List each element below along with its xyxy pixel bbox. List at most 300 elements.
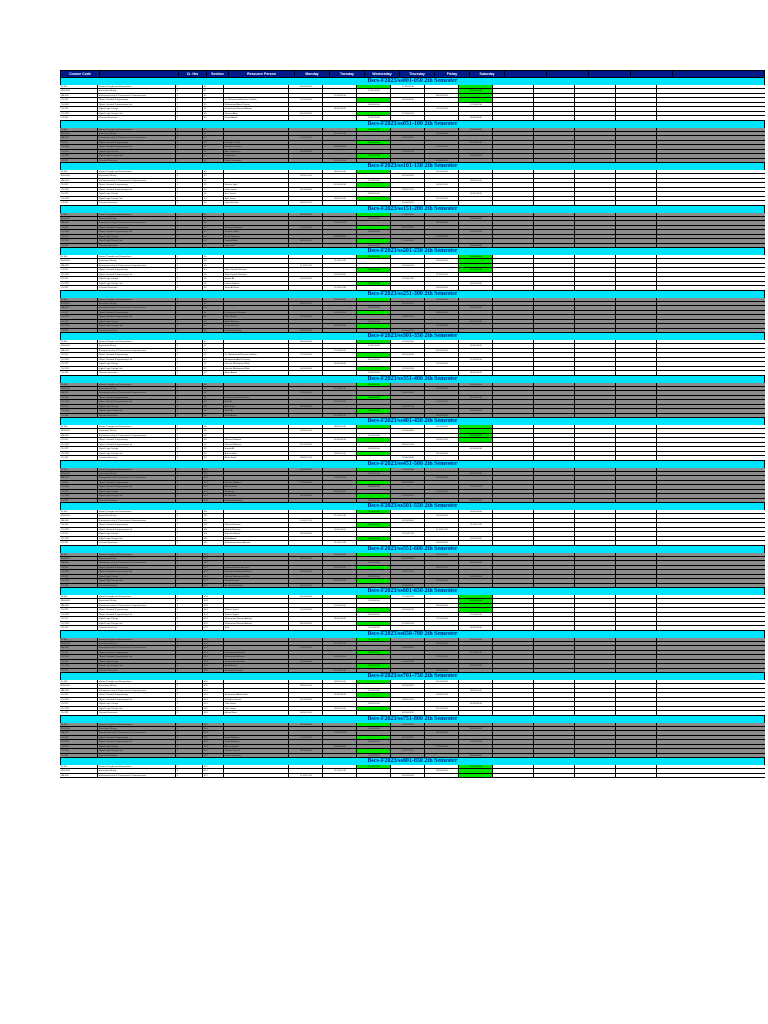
cell-course-title: Expository Writing — [98, 302, 176, 305]
cell-section: S13 — [203, 604, 224, 607]
cell-time-slot — [323, 213, 357, 216]
header-tuesday: Tuesday — [330, 71, 365, 77]
cell-time-slot — [425, 174, 459, 177]
cell-time-slot — [459, 391, 493, 394]
cell-time-slot — [459, 723, 493, 726]
cell-time-slot — [289, 89, 323, 92]
cell-time-slot: 09:30-11:00 — [425, 311, 459, 314]
cell-extra — [616, 188, 657, 191]
cell-extra — [575, 235, 616, 238]
cell-time-slot — [289, 561, 323, 564]
cell-extra — [616, 456, 657, 459]
cell-time-slot — [425, 727, 459, 730]
cell-time-slot — [289, 664, 323, 667]
cell-resource-person: Nashat Sajjad — [224, 613, 289, 616]
cell-extra — [534, 429, 575, 432]
cell-time-slot — [323, 116, 357, 119]
cell-time-slot — [425, 226, 459, 229]
cell-course-code: HM-003 — [60, 519, 98, 522]
cell-extra — [616, 604, 657, 607]
cell-time-slot: 02:00-03:30 — [391, 711, 425, 714]
cell-time-slot — [289, 362, 323, 365]
cell-extra — [616, 311, 657, 314]
cell-resource-person: Maria Anwar — [224, 371, 289, 374]
cell-course-title: Object Oriented Programming Lab — [98, 528, 176, 531]
cell-course-title: Entrepreneurship & Professional Communication — [98, 561, 176, 564]
cell-course-code: CS-221L — [60, 154, 98, 157]
cell-time-slot — [289, 447, 323, 450]
cell-resource-person: Atif Shahzad — [224, 485, 289, 488]
cell-resource-person: Sidrah Dusaquet — [224, 159, 289, 162]
cell-course-code: HM-003 — [60, 689, 98, 692]
cell-extra — [616, 740, 657, 743]
cell-time-slot: 08:00-09:30 — [357, 358, 391, 361]
cell-course-code: IS-100 — [60, 595, 98, 598]
cell-time-slot: 09:30-11:00 — [459, 306, 493, 309]
cell-time-slot: 09:30-11:00 — [323, 197, 357, 200]
cell-resource-person — [224, 769, 289, 772]
cell-course-title: Entrepreneurship & Professional Communication — [98, 136, 176, 139]
cell-time-slot — [323, 447, 357, 450]
cell-extra — [575, 150, 616, 153]
cell-extra — [575, 438, 616, 441]
cell-extra — [493, 277, 534, 280]
cell-time-slot: 11:00-12:30 — [357, 282, 391, 285]
cell-course-title: Discrete Structures — [98, 456, 176, 459]
cell-time-slot: 03:30-05:00 — [425, 642, 459, 645]
cell-course-title: Entrepreneurship & Professional Communication — [98, 604, 176, 607]
cell-extra — [616, 646, 657, 649]
cell-extra — [534, 286, 575, 289]
cell-extra — [493, 273, 534, 276]
cell-time-slot: 02:00-03:30 — [391, 174, 425, 177]
cell-course-code: CS-221L — [60, 112, 98, 115]
cell-resource-person: Bilal Ahmed — [224, 664, 289, 667]
cell-time-slot: 11:00-12:30 — [459, 396, 493, 399]
cell-extra — [575, 595, 616, 598]
cell-course-title: Discrete Structures — [98, 159, 176, 162]
cell-time-slot — [323, 255, 357, 258]
cell-course-code: CS-231 — [60, 584, 98, 587]
cell-course-code: CS-231 — [60, 711, 98, 714]
cell-resource-person — [224, 774, 289, 777]
cell-time-slot — [323, 344, 357, 347]
cell-extra — [534, 367, 575, 370]
cell-course-title: Object Oriented Programming Lab — [98, 103, 176, 106]
cell-time-slot — [425, 499, 459, 502]
cell-time-slot — [323, 329, 357, 332]
cell-resource-person — [224, 174, 289, 177]
cell-credit-hours: 2 — [176, 85, 203, 88]
cell-extra — [493, 774, 534, 777]
cell-extra — [493, 684, 534, 687]
cell-extra — [534, 226, 575, 229]
cell-time-slot — [425, 749, 459, 752]
cell-extra — [575, 646, 616, 649]
cell-time-slot — [289, 745, 323, 748]
cell-time-slot: 11:00-12:30 — [425, 273, 459, 276]
cell-resource-person: Samia Kanwal — [224, 579, 289, 582]
cell-course-title: Object Oriented Programming Lab — [98, 485, 176, 488]
cell-extra — [534, 116, 575, 119]
cell-extra — [534, 128, 575, 131]
cell-course-title: Islamic Thought and Perspectives — [98, 553, 176, 556]
cell-section: S15 — [203, 689, 224, 692]
cell-time-slot: 11:00-12:30 — [391, 405, 425, 408]
cell-course-title: Object Oriented Programming Lab — [98, 400, 176, 403]
cell-time-slot: 02:00-03:30 — [425, 170, 459, 173]
cell-extra — [616, 145, 657, 148]
cell-section: S7 — [203, 349, 224, 352]
cell-extra — [616, 723, 657, 726]
cell-section: S2 — [203, 128, 224, 131]
cell-course-code: CS-201 — [60, 226, 98, 229]
cell-section: S9 — [203, 456, 224, 459]
cell-time-slot — [289, 669, 323, 672]
cell-time-slot: 09:30-11:00 — [425, 438, 459, 441]
section-title: Bscs-F2023/ss401-450 2th Semester — [60, 418, 765, 425]
cell-time-slot — [357, 391, 391, 394]
cell-time-slot — [459, 711, 493, 714]
cell-time-slot — [289, 349, 323, 352]
cell-course-code: CS-201L — [60, 655, 98, 658]
cell-extra — [575, 409, 616, 412]
cell-time-slot: 03:30-05:00 — [391, 774, 425, 777]
cell-time-slot — [289, 702, 323, 705]
cell-extra — [616, 387, 657, 390]
cell-extra — [575, 239, 616, 242]
cell-time-slot: 11:00-12:30 — [323, 159, 357, 162]
cell-extra — [616, 112, 657, 115]
cell-section: S3 — [203, 192, 224, 195]
cell-extra — [534, 174, 575, 177]
cell-time-slot — [391, 400, 425, 403]
cell-extra — [575, 613, 616, 616]
cell-course-title: Digital Logic Design — [98, 617, 176, 620]
cell-extra — [534, 192, 575, 195]
cell-extra — [616, 221, 657, 224]
cell-course-code: ENG-001 — [60, 217, 98, 220]
cell-credit-hours: 3 — [176, 646, 203, 649]
cell-time-slot — [459, 159, 493, 162]
cell-extra — [616, 282, 657, 285]
cell-extra — [575, 664, 616, 667]
cell-resource-person — [224, 557, 289, 560]
cell-extra — [534, 259, 575, 262]
cell-credit-hours: 3 — [176, 259, 203, 262]
cell-time-slot — [459, 769, 493, 772]
cell-credit-hours: 3 — [176, 490, 203, 493]
cell-time-slot — [357, 213, 391, 216]
cell-extra — [616, 344, 657, 347]
cell-time-slot — [357, 277, 391, 280]
cell-credit-hours: 3 — [176, 391, 203, 394]
cell-section: S5 — [203, 273, 224, 276]
cell-time-slot — [459, 340, 493, 343]
cell-time-slot — [323, 150, 357, 153]
cell-credit-hours: 1 — [176, 664, 203, 667]
cell-time-slot — [391, 141, 425, 144]
cell-extra — [534, 387, 575, 390]
cell-resource-person — [224, 349, 289, 352]
cell-time-slot — [357, 514, 391, 517]
cell-time-slot — [459, 201, 493, 204]
cell-credit-hours: 3 — [176, 98, 203, 101]
cell-extra — [575, 226, 616, 229]
cell-extra — [493, 638, 534, 641]
cell-course-title: Digital Logic Design Lab — [98, 452, 176, 455]
cell-section: S14 — [203, 660, 224, 663]
cell-time-slot: 03:30-05:00 — [391, 646, 425, 649]
cell-course-title: Object Oriented Programming Lab — [98, 188, 176, 191]
cell-extra — [575, 400, 616, 403]
cell-extra — [493, 452, 534, 455]
cell-time-slot — [357, 226, 391, 229]
cell-extra — [493, 494, 534, 497]
cell-extra — [493, 595, 534, 598]
cell-extra — [575, 769, 616, 772]
cell-course-title: Digital Logic Design — [98, 702, 176, 705]
cell-course-title: Discrete Structures — [98, 116, 176, 119]
cell-time-slot — [289, 154, 323, 157]
cell-time-slot — [391, 268, 425, 271]
cell-section: S12 — [203, 557, 224, 560]
cell-time-slot: 08:00-09:30 — [391, 608, 425, 611]
cell-time-slot — [391, 472, 425, 475]
cell-credit-hours: 3 — [176, 387, 203, 390]
cell-extra — [575, 159, 616, 162]
cell-time-slot — [459, 429, 493, 432]
cell-credit-hours: 2 — [176, 595, 203, 598]
timetable-sheet — [60, 70, 765, 778]
cell-resource-person — [224, 221, 289, 224]
cell-section: S13 — [203, 626, 224, 629]
cell-course-code: CS-221L — [60, 749, 98, 752]
cell-extra — [493, 604, 534, 607]
cell-course-code: IS-100 — [60, 255, 98, 258]
cell-credit-hours: 3 — [176, 179, 203, 182]
cell-extra — [616, 414, 657, 417]
cell-resource-person — [224, 468, 289, 471]
cell-time-slot: 08:00-09:30 — [323, 362, 357, 365]
cell-time-slot — [289, 604, 323, 607]
cell-time-slot — [357, 570, 391, 573]
cell-extra — [575, 221, 616, 224]
cell-credit-hours: 2 — [176, 425, 203, 428]
cell-time-slot — [391, 680, 425, 683]
cell-resource-person: Shahbaz Yaseen — [224, 145, 289, 148]
cell-credit-hours: 1 — [176, 315, 203, 318]
cell-credit-hours: 1 — [176, 452, 203, 455]
cell-extra — [534, 159, 575, 162]
cell-time-slot — [425, 116, 459, 119]
cell-extra — [616, 490, 657, 493]
cell-course-title: Islamic Thought and Perspectives — [98, 425, 176, 428]
cell-time-slot — [323, 698, 357, 701]
cell-time-slot: 09:30-11:00 — [459, 179, 493, 182]
cell-time-slot — [323, 306, 357, 309]
cell-time-slot — [289, 693, 323, 696]
cell-course-title: Expository Writing — [98, 217, 176, 220]
cell-time-slot — [425, 599, 459, 602]
cell-time-slot — [459, 107, 493, 110]
cell-time-slot: 02:00-03:30 — [425, 298, 459, 301]
cell-time-slot — [391, 485, 425, 488]
cell-time-slot: 08:00-09:30 — [323, 235, 357, 238]
cell-extra — [616, 438, 657, 441]
cell-credit-hours: 2 — [176, 510, 203, 513]
cell-extra — [493, 711, 534, 714]
cell-time-slot — [357, 150, 391, 153]
cell-time-slot — [357, 731, 391, 734]
cell-time-slot — [323, 244, 357, 247]
cell-extra — [616, 183, 657, 186]
cell-extra — [575, 174, 616, 177]
cell-extra — [575, 510, 616, 513]
cell-extra — [575, 197, 616, 200]
cell-extra — [616, 371, 657, 374]
section-title: Bscs-F2023/ss301-350 2th Semester — [60, 333, 765, 340]
cell-course-code: HM-003 — [60, 264, 98, 267]
cell-extra — [575, 707, 616, 710]
cell-time-slot — [323, 358, 357, 361]
cell-time-slot — [289, 107, 323, 110]
cell-course-code: IS-100 — [60, 553, 98, 556]
cell-course-title: Digital Logic Design Lab — [98, 324, 176, 327]
cell-time-slot: 02:00-03:30 — [391, 684, 425, 687]
cell-extra — [616, 584, 657, 587]
cell-course-title: Object Oriented Programming Lab — [98, 273, 176, 276]
cell-resource-person: Dr. Muhammad Muzzam Sabeeh — [224, 98, 289, 101]
cell-extra — [534, 736, 575, 739]
section-title: Bscs-F2023/ss151-200 2th Semester — [60, 206, 765, 213]
cell-extra — [616, 579, 657, 582]
cell-resource-person: Asna Javed — [224, 456, 289, 459]
cell-time-slot — [357, 604, 391, 607]
cell-resource-person: Tahreer Yousaf — [224, 749, 289, 752]
cell-time-slot — [425, 456, 459, 459]
cell-extra — [575, 575, 616, 578]
cell-section: S13 — [203, 599, 224, 602]
cell-section: S9 — [203, 425, 224, 428]
cell-course-title: Discrete Structures — [98, 371, 176, 374]
cell-credit-hours: 3 — [176, 396, 203, 399]
cell-credit-hours: 3 — [176, 575, 203, 578]
cell-time-slot: 12:30-02:00 — [323, 94, 357, 97]
cell-course-code: CS-221 — [60, 107, 98, 110]
cell-time-slot — [391, 575, 425, 578]
cell-extra — [534, 340, 575, 343]
cell-course-code: CS-201 — [60, 141, 98, 144]
cell-time-slot: 12:30-02:00 — [391, 595, 425, 598]
cell-time-slot — [459, 693, 493, 696]
cell-extra — [534, 510, 575, 513]
cell-credit-hours: 1 — [176, 273, 203, 276]
cell-extra — [534, 519, 575, 522]
cell-extra — [616, 259, 657, 262]
cell-time-slot: 09:30-11:00 — [357, 447, 391, 450]
cell-extra — [575, 626, 616, 629]
cell-time-slot — [323, 646, 357, 649]
cell-credit-hours: 3 — [176, 599, 203, 602]
cell-extra — [616, 302, 657, 305]
cell-extra — [616, 626, 657, 629]
cell-time-slot: 11:00-12:30 — [357, 128, 391, 131]
header-extra-3 — [589, 71, 631, 77]
cell-extra — [575, 532, 616, 535]
cell-resource-person: Tahir Imtiaz — [224, 707, 289, 710]
cell-credit-hours: 3 — [176, 608, 203, 611]
cell-extra — [616, 391, 657, 394]
cell-time-slot: 03:30-05:00 — [459, 537, 493, 540]
cell-time-slot — [459, 367, 493, 370]
section-title: Bscs-F2023/ss251-300 2th Semester — [60, 291, 765, 298]
cell-time-slot — [459, 174, 493, 177]
cell-extra — [616, 452, 657, 455]
cell-time-slot — [357, 443, 391, 446]
cell-time-slot — [357, 400, 391, 403]
cell-credit-hours: 3 — [176, 116, 203, 119]
cell-time-slot — [425, 255, 459, 258]
cell-credit-hours: 2 — [176, 638, 203, 641]
cell-resource-person: Hassan Nadeem — [224, 481, 289, 484]
cell-extra — [534, 85, 575, 88]
cell-extra — [616, 170, 657, 173]
cell-time-slot: 11:00-12:30 — [357, 510, 391, 513]
cell-time-slot — [357, 660, 391, 663]
cell-time-slot — [323, 174, 357, 177]
cell-time-slot — [425, 306, 459, 309]
cell-section: S11 — [203, 532, 224, 535]
cell-extra — [493, 429, 534, 432]
cell-time-slot — [459, 264, 493, 267]
cell-extra — [534, 358, 575, 361]
cell-extra — [616, 684, 657, 687]
cell-time-slot — [289, 638, 323, 641]
cell-section: S5 — [203, 268, 224, 271]
cell-extra — [493, 698, 534, 701]
cell-course-code: CS-201 — [60, 396, 98, 399]
cell-extra — [493, 754, 534, 757]
cell-time-slot — [289, 754, 323, 757]
section-title: Bscs-F2023/ss501-550 2th Semester — [60, 503, 765, 510]
cell-section: S1 — [203, 103, 224, 106]
cell-extra — [616, 141, 657, 144]
cell-course-title: Digital Logic Design Lab — [98, 239, 176, 242]
cell-time-slot: 11:00-12:30 — [323, 259, 357, 262]
cell-credit-hours: 3 — [176, 557, 203, 560]
cell-course-code: HM-003 — [60, 646, 98, 649]
cell-extra — [534, 702, 575, 705]
cell-time-slot — [391, 306, 425, 309]
cell-time-slot — [357, 414, 391, 417]
cell-resource-person: Muhammad Imran — [224, 499, 289, 502]
cell-extra — [493, 192, 534, 195]
cell-section: S16 — [203, 740, 224, 743]
cell-credit-hours: 3 — [176, 286, 203, 289]
cell-section: S14 — [203, 664, 224, 667]
cell-course-title: Object Oriented Programming Lab — [98, 655, 176, 658]
cell-time-slot: 03:30-05:00 — [289, 277, 323, 280]
cell-time-slot: 08:00-09:30 — [289, 749, 323, 752]
cell-extra — [575, 244, 616, 247]
cell-time-slot — [289, 344, 323, 347]
cell-extra — [616, 286, 657, 289]
cell-section: S6 — [203, 311, 224, 314]
cell-extra — [534, 660, 575, 663]
cell-time-slot: 03:30-05:00 — [425, 414, 459, 417]
cell-extra — [534, 468, 575, 471]
